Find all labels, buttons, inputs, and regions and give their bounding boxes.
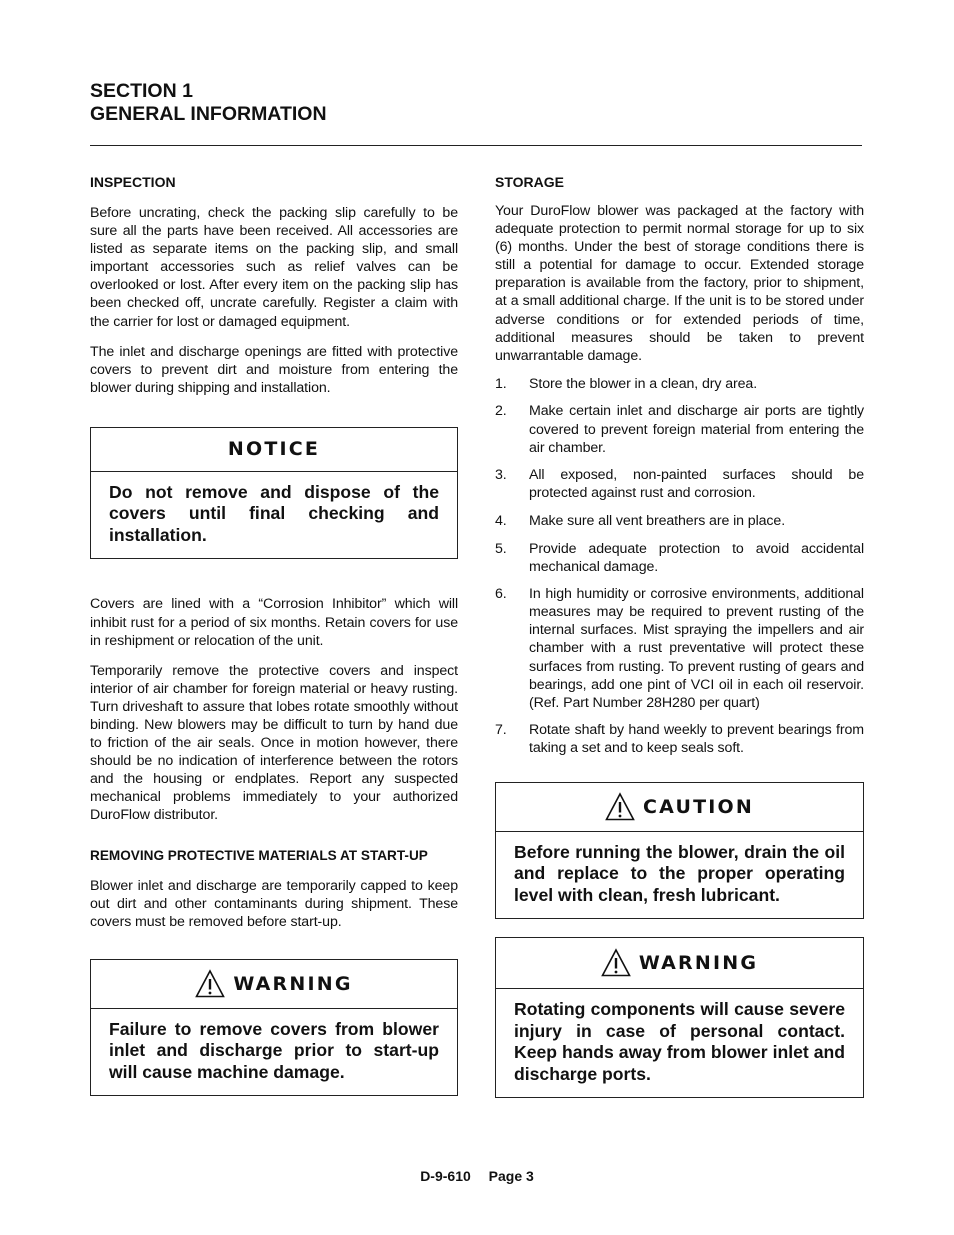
- list-item: [495, 466, 864, 502]
- step-text: All exposed, non-painted surfaces should be protected against rust and corrosion.: [529, 467, 864, 502]
- caution-label: CAUTION: [643, 795, 754, 818]
- left-warning-body: Failure to remove covers from blower inlet and discharge prior to start-up will cause machine damage.: [109, 1018, 439, 1082]
- right-warning-box: [495, 937, 864, 1098]
- inspection-paragraph-1: Before uncrating, check the packing slip carefully to be sure all the parts have been received. All accessories are listed as separate items on the packing slip, and small important accessories such as relief valves can be overlooked or lost. After every item on the packing slip has been checked off, uncrate carefully. Register a claim with the carrier for lost or damaged equipment.: [90, 205, 458, 330]
- header-rule: [90, 145, 862, 146]
- inspect-interior-paragraph: Temporarily remove the protective covers and inspect interior of air chamber for foreign material or heavy rusting. Turn driveshaft to assure that lobes rotate smoothly without binding. New blowers may be difficult to turn by hand due to friction of the air seals. Once in motion however, there should be no indication of interference between the rotors and the housing or endplates. Report any suspected mechanical problems immediately to your authorized DuroFlow distributor.: [90, 662, 458, 824]
- right-warning-label: WARNING: [638, 952, 759, 975]
- list-item: [495, 721, 864, 757]
- section-header: [90, 80, 327, 126]
- notice-body: Do not remove and dispose of the covers until final checking and installation.: [109, 481, 439, 545]
- removing-paragraph: Blower inlet and discharge are temporarily capped to keep out dirt and other contaminants during shipment. These covers must be removed before start-up.: [90, 877, 458, 930]
- notice-box: [90, 427, 458, 560]
- removing-heading: REMOVING PROTECTIVE MATERIALS AT START-UP: [90, 847, 428, 863]
- list-item: [495, 540, 864, 576]
- right-column: [495, 174, 864, 1098]
- step-number: 2.: [495, 403, 507, 420]
- corrosion-paragraph: Covers are lined with a “Corrosion Inhibitor” which will inhibit rust for a period of six months. Retain covers for use in reshipment or relocation of the unit.: [90, 596, 458, 649]
- warning-triangle-icon: [601, 948, 631, 978]
- left-column: [90, 174, 458, 1096]
- storage-heading: STORAGE: [495, 174, 564, 190]
- list-item: [495, 402, 864, 456]
- step-text: Make certain inlet and discharge air ports are tightly covered to prevent foreign material from entering the air chamber.: [529, 403, 864, 456]
- step-number: 3.: [495, 467, 507, 484]
- section-title: GENERAL INFORMATION: [90, 103, 327, 125]
- step-text: Provide adequate protection to avoid accidental mechanical damage.: [529, 540, 864, 575]
- step-number: 1.: [495, 375, 507, 392]
- step-text: In high humidity or corrosive environments, additional measures may be required to prevent rusting of the internal surfaces. Mist spraying the impellers and air chamber with a rust preventative will protect these surfaces from rusting. To prevent rusting of gears and bearings, add one pint of VCI oil in each oil reservoir. (Ref. Part Number 28H280 per quart): [529, 586, 864, 711]
- notice-header: [91, 428, 457, 472]
- caution-header: [496, 783, 863, 832]
- left-warning-box: [90, 959, 458, 1097]
- caution-body: Before running the blower, drain the oil and replace to the proper operating level with clean, fresh lubricant.: [514, 841, 845, 905]
- caution-box: [495, 782, 864, 920]
- left-warning-label: WARNING: [233, 972, 353, 995]
- storage-intro: Your DuroFlow blower was packaged at the factory with adequate protection to permit normal storage for up to six (6) months. Under the best of storage conditions there is still a potential for damage to occur. Extended storage preparation is available from the factory, prior to shipment, at a small additional charge. If the unit is to be stored under adverse conditions or for extended periods of time, additional measures should be taken to prevent unwarrantable damage.: [495, 203, 864, 364]
- step-number: 4.: [495, 512, 507, 529]
- step-text: Make sure all vent breathers are in place.: [529, 512, 786, 529]
- warning-triangle-icon: [605, 792, 635, 822]
- inspection-paragraph-2: The inlet and discharge openings are fitted with protective covers to prevent dirt and moisture from entering the blower during shipping and installation.: [90, 343, 458, 396]
- list-item: [495, 585, 864, 712]
- document-number: D-9-610: [420, 1168, 471, 1184]
- list-item: [495, 375, 864, 393]
- step-number: 5.: [495, 540, 507, 557]
- step-text: Rotate shaft by hand weekly to prevent bearings from taking a set and to keep seals soft.: [529, 722, 864, 757]
- left-warning-header: [91, 960, 457, 1009]
- list-item: [495, 512, 864, 530]
- section-number: SECTION 1: [90, 80, 193, 102]
- step-number: 6.: [495, 586, 507, 603]
- step-number: 7.: [495, 722, 507, 739]
- page-number: Page 3: [488, 1168, 534, 1184]
- right-warning-header: [496, 938, 863, 989]
- notice-label: NOTICE: [227, 438, 321, 461]
- warning-triangle-icon: [195, 969, 225, 999]
- inspection-heading: INSPECTION: [90, 174, 176, 190]
- storage-steps: [495, 375, 864, 758]
- page-footer: [0, 1168, 954, 1184]
- step-text: Store the blower in a clean, dry area.: [529, 375, 758, 392]
- right-warning-body: Rotating components will cause severe injury in case of personal contact. Keep hands away from blower inlet and discharge ports.: [514, 999, 845, 1084]
